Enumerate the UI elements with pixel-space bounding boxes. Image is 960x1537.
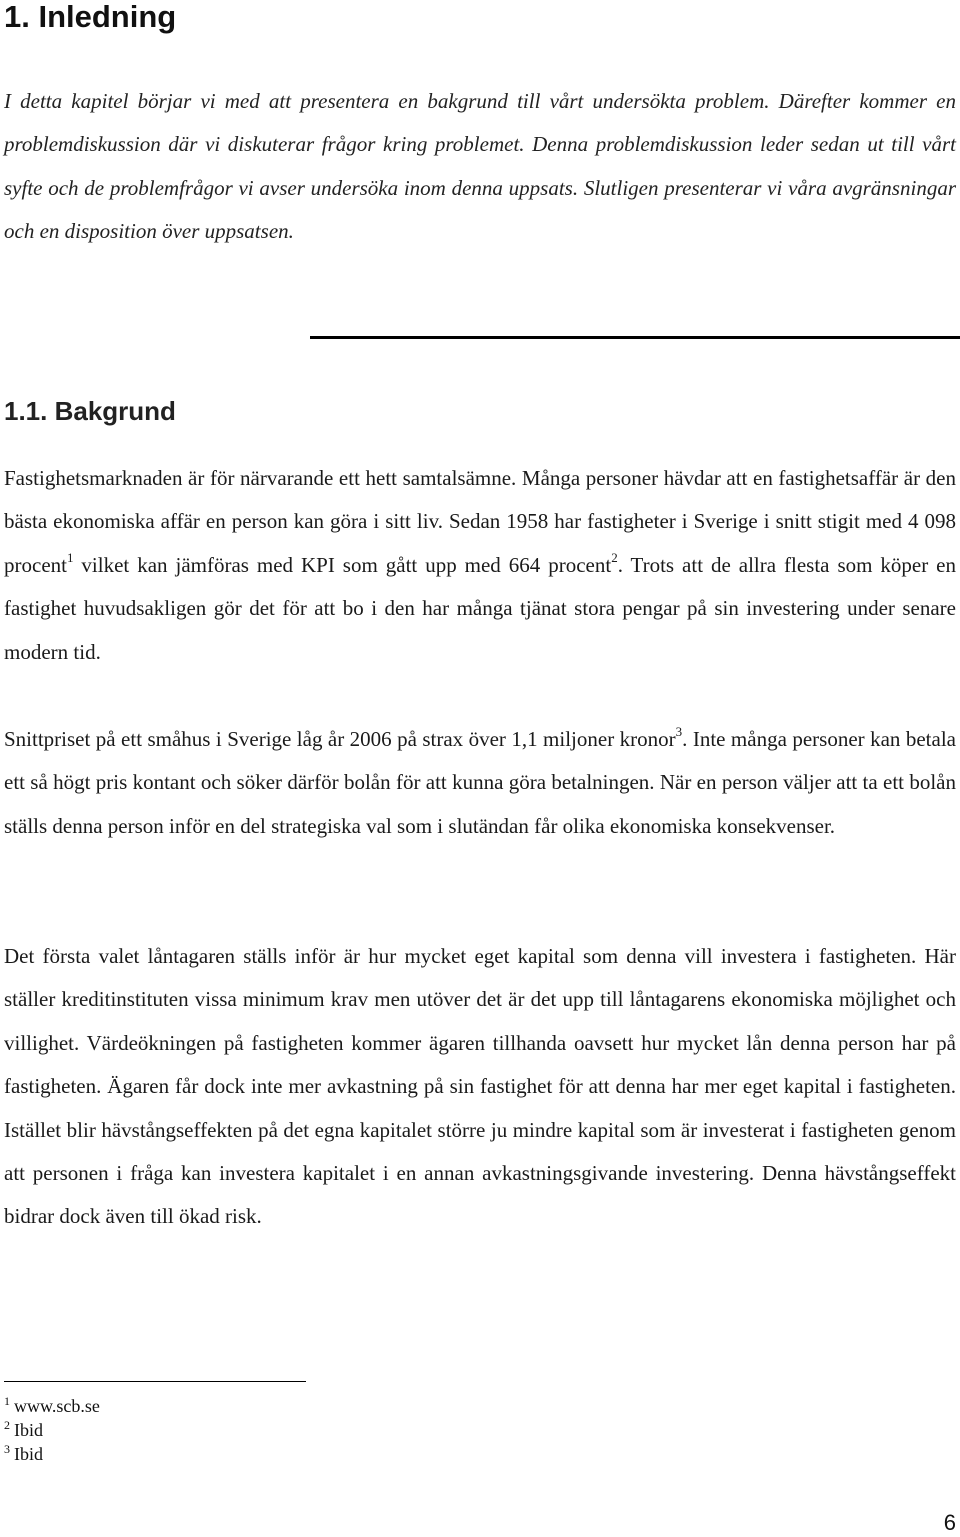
footnote-ref-2: 2 [611, 549, 618, 565]
paragraph-2-text-b: . Inte många personer kan betala ett så högt pris kontant och söker därför bolån för att kunna göra betalningen. När en person väljer att ta ett bolån ställs denna person inför en del strategiska val som i slutändan får olika ekonomiska konsekvenser. [4, 727, 956, 838]
chapter-intro: I detta kapitel börjar vi med att presentera en bakgrund till vårt undersökta problem. Därefter kommer en problemdiskussion där vi diskuterar frågor kring problemet. Denna problemdiskussion leder sedan ut till vårt syfte och de problemfrågor vi avser undersöka inom denna uppsats. Slutligen presenterar vi våra avgränsningar och en disposition över uppsatsen. [4, 89, 956, 244]
paragraph-1-text-c: . Trots att de allra flesta som köper en fastighet huvudsakligen gör det för att bo i den har många tjänat stora pengar på sin investering under senare modern tid. [4, 552, 956, 664]
paragraph-1 [4, 457, 956, 674]
section-divider [310, 336, 960, 339]
footnote-number: 2 [4, 1418, 10, 1432]
chapter-heading: 1. Inledning [4, 0, 177, 34]
footnote-ref-1: 1 [66, 549, 74, 565]
footnote [4, 1394, 404, 1418]
footnotes [4, 1394, 404, 1466]
footnote-link[interactable]: www.scb.se [14, 1396, 100, 1416]
paragraph-3: Det första valet låntagaren ställs inför är hur mycket eget kapital som denna vill investera i fastigheten. Här ställer kreditinstituten vissa minimum krav men utöver det är det upp till låntagarens ekonomiska möjlighet och villighet. Värdeökningen på fastigheten kommer ägaren tillhanda oavsett hur mycket lån denna person har på fastigheten. Ägaren får dock inte mer avkastning på sin fastighet för att denna har mer eget kapital i fastigheten. Istället blir hävstångseffekten på det egna kapitalet större ju mindre kapital som är investerat i fastigheten genom att personen i fråga kan investera kapitalet i en annan avkastningsgivande investering. Denna hävstångseffekt bidrar dock även till ökad risk. [4, 944, 956, 1229]
paragraph-1-text-a: Fastighetsmarknaden är för närvarande ett hett samtalsämne. Många personer hävdar att en fastighetsaffär är den bästa ekonomiska affär en person kan göra i sitt liv. Sedan 1958 har fastigheter i Sverige i snitt stigit med 4 098 procent [4, 466, 956, 577]
section-heading: 1.1. Bakgrund [4, 396, 176, 426]
footnote [4, 1442, 404, 1466]
page-number: 6 [943, 1510, 956, 1535]
footnote-divider [4, 1381, 306, 1382]
footnote-number: 3 [4, 1442, 10, 1456]
paragraph-2-text-a: Snittpriset på ett småhus i Sverige låg år 2006 på strax över 1,1 miljoner kronor [4, 727, 676, 751]
footnote-ref-3: 3 [675, 724, 683, 739]
footnote-number: 1 [4, 1394, 10, 1408]
paragraph-1-text-b: vilket kan jämföras med KPI som gått upp med 664 procent [73, 552, 612, 577]
footnote-text: Ibid [14, 1444, 43, 1464]
paragraph-2 [4, 718, 956, 848]
footnote [4, 1418, 404, 1442]
footnote-text: Ibid [14, 1420, 43, 1440]
